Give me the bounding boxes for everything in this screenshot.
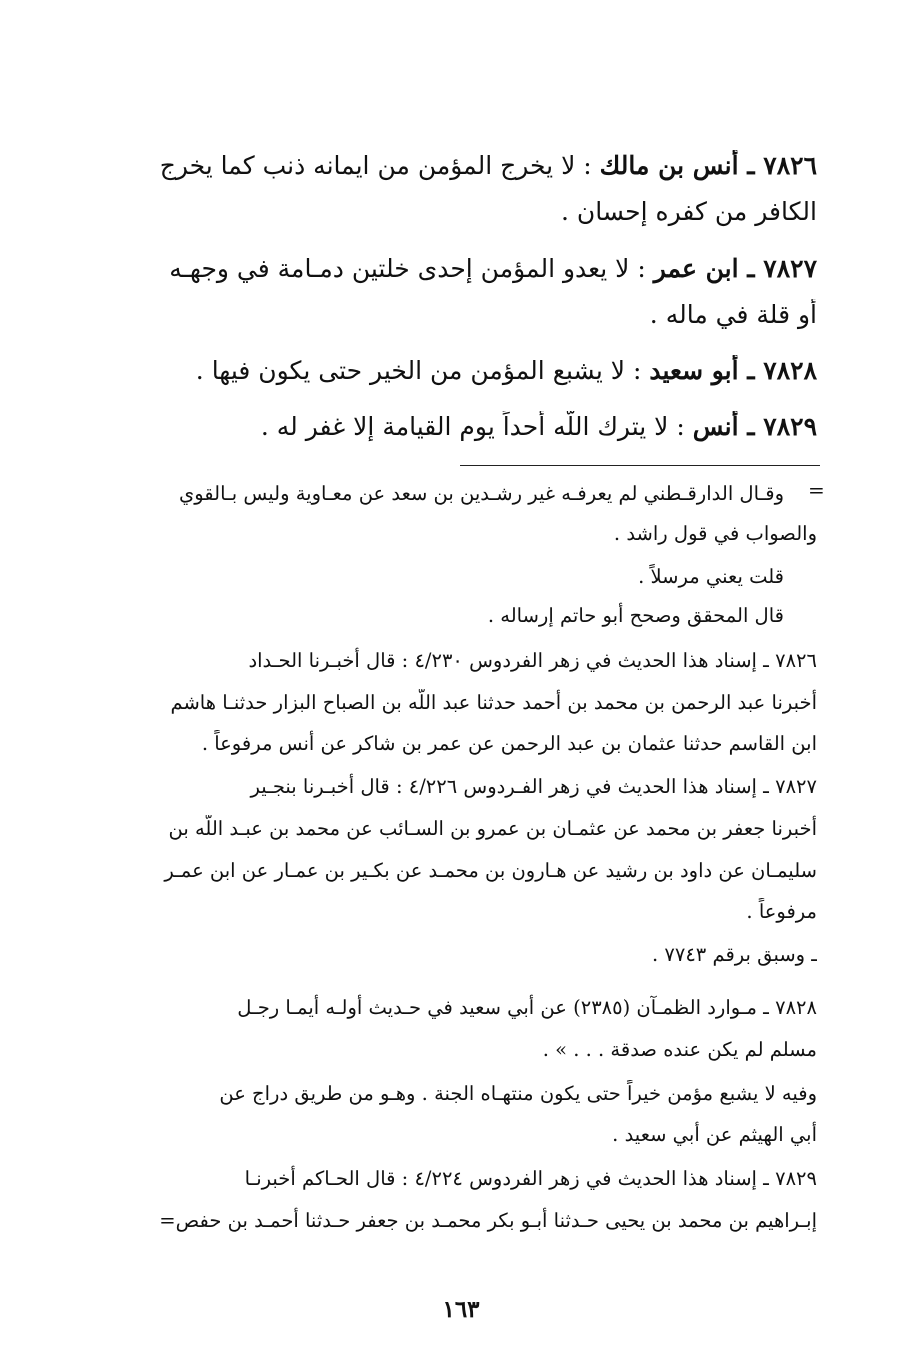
- footnote-line: وفيه لا يشبع مؤمن خيراً حتى يكون منتهـاه الجنة . وهـو من طريق دراج عن: [219, 1082, 817, 1105]
- footnote-line: أخبرنا جعفر بن محمد عن عثمـان بن عمرو بن السـائب عن محمد بن عبـد اللّه بن: [168, 817, 817, 840]
- hadith-text: : لا يشبع المؤمن من الخير حتى يكون فيها .: [195, 356, 642, 385]
- footnote-line: ٧٨٢٧ ـ إسناد هذا الحديث في زهر الفـردوس ٤/٢٢٦ : قال أخبـرنا بنجـير: [250, 775, 817, 798]
- footnote-line: ابن القاسم حدثنا عثمان بن عبد الرحمن عن عمر بن شاكر عن أنس مرفوعاً .: [201, 732, 817, 755]
- hadith-7827-line2: أو قلة في ماله .: [649, 300, 817, 329]
- footnote-line: سليمـان عن داود بن رشيد عن هـارون بن محمـد عن بكـير بن عمـار عن ابن عمـر: [164, 859, 817, 882]
- footnote-line: قلت يعني مرسلاً .: [638, 565, 784, 588]
- hadith-7829-line1: ٧٨٢٩ ـ أنس : لا يترك اللّه أحداً يوم القيامة إلا غفر له .: [260, 412, 817, 441]
- narrator-name: أبو سعيد: [649, 356, 739, 385]
- hadith-text: : لا يخرج المؤمن من ايمانه ذنب كما يخرج: [159, 151, 592, 180]
- footnote-line: ـ وسبق برقم ٧٧٤٣ .: [651, 943, 817, 966]
- narrator-name: أنس: [692, 412, 739, 441]
- hadith-number: ٧٨٢٧: [763, 254, 817, 283]
- hadith-text: : لا يعدو المؤمن إحدى خلتين دمـامة في وجهـه: [169, 254, 646, 283]
- hadith-number: ٧٨٢٨: [763, 356, 817, 385]
- footnote-separator: [460, 465, 820, 466]
- hadith-number: ٧٨٢٩: [763, 412, 817, 441]
- hadith-7826-line1: ٧٨٢٦ ـ أنس بن مالك : لا يخرج المؤمن من ايمانه ذنب كما يخرج: [159, 151, 817, 180]
- footnote-line: مسلم لم يكن عنده صدقة . . . » .: [542, 1038, 817, 1061]
- footnote-continuation-mark: =: [808, 478, 825, 502]
- hadith-7828-line1: ٧٨٢٨ ـ أبو سعيد : لا يشبع المؤمن من الخير حتى يكون فيها .: [195, 356, 817, 385]
- hadith-text: : لا يترك اللّه أحداً يوم القيامة إلا غفر له .: [260, 412, 685, 441]
- hadith-7826-line2: الكافر من كفره إحسان .: [560, 197, 817, 226]
- hadith-7827-line1: ٧٨٢٧ ـ ابن عمر : لا يعدو المؤمن إحدى خلتين دمـامة في وجهـه: [169, 254, 817, 283]
- footnote-line: وقـال الدارقـطني لم يعرفـه غير رشـدين بن سعد عن معـاوية وليس بـالقوي: [178, 482, 784, 505]
- hadith-number: ٧٨٢٦: [763, 151, 817, 180]
- page-number: ١٦٣: [442, 1296, 480, 1323]
- footnote-line: ٧٨٢٨ ـ مـوارد الظمـآن (٢٣٨٥) عن أبي سعيد في حـديث أولـه أيمـا رجـل: [237, 996, 817, 1019]
- footnote-line: ٧٨٢٩ ـ إسناد هذا الحديث في زهر الفردوس ٤/٢٢٤ : قال الحـاكم أخبرنـا: [244, 1167, 817, 1190]
- footnote-line: إبـراهيم بن محمد بن يحيى حـدثنا أبـو بكر محمـد بن جعفر حـدثنا أحمـد بن حفص=: [159, 1209, 817, 1232]
- footnote-line: أبي الهيثم عن أبي سعيد .: [612, 1123, 817, 1146]
- footnote-line: والصواب في قول راشد .: [613, 522, 817, 545]
- narrator-name: ابن عمر: [653, 254, 739, 283]
- footnote-line: قال المحقق وصحح أبو حاتم إرساله .: [487, 604, 784, 627]
- footnote-line: مرفوعاً .: [746, 900, 817, 923]
- footnote-line: أخبرنا عبد الرحمن بن محمد بن أحمد حدثنا عبد اللّه بن الصباح البزار حدثنـا هاشم: [170, 691, 817, 714]
- narrator-name: أنس بن مالك: [599, 151, 739, 180]
- footnote-line: ٧٨٢٦ ـ إسناد هذا الحديث في زهر الفردوس ٤/٢٣٠ : قال أخبـرنا الحـداد: [248, 649, 817, 672]
